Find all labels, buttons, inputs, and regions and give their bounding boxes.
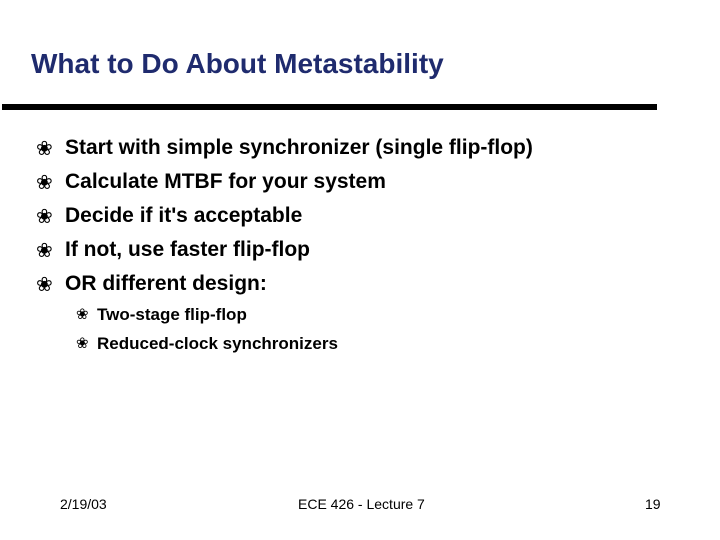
flower-bullet-icon: ❀ [36, 136, 53, 160]
footer-date: 2/19/03 [60, 496, 107, 512]
bullet-item [36, 131, 533, 165]
bullet-item [36, 165, 533, 199]
sub-bullet-item [76, 329, 338, 358]
bullet-text: Calculate MTBF for your system [65, 170, 386, 193]
bullet-text: Decide if it's acceptable [65, 204, 303, 227]
bullet-item [36, 199, 533, 233]
bullet-item [36, 233, 533, 267]
title-divider [2, 104, 657, 110]
flower-bullet-icon: ❀ [36, 170, 53, 194]
sub-bullet-item [76, 300, 338, 329]
bullet-item [36, 267, 533, 301]
flower-bullet-icon: ❀ [36, 272, 53, 296]
flower-bullet-icon: ❀ [36, 238, 53, 262]
bullet-text: If not, use faster flip-flop [65, 238, 310, 261]
sub-bullet-list [76, 300, 338, 358]
bullet-list [36, 131, 533, 301]
bullet-text: Start with simple synchronizer (single flip-flop) [65, 136, 533, 159]
flower-bullet-icon: ❀ [76, 334, 89, 352]
sub-bullet-text: Reduced-clock synchronizers [97, 334, 338, 353]
flower-bullet-icon: ❀ [36, 204, 53, 228]
footer-page-number: 19 [645, 496, 661, 512]
slide-title: What to Do About Metastability [31, 48, 444, 79]
footer-course: ECE 426 - Lecture 7 [298, 496, 425, 512]
flower-bullet-icon: ❀ [76, 305, 89, 323]
sub-bullet-text: Two-stage flip-flop [97, 305, 247, 324]
bullet-text: OR different design: [65, 272, 267, 295]
